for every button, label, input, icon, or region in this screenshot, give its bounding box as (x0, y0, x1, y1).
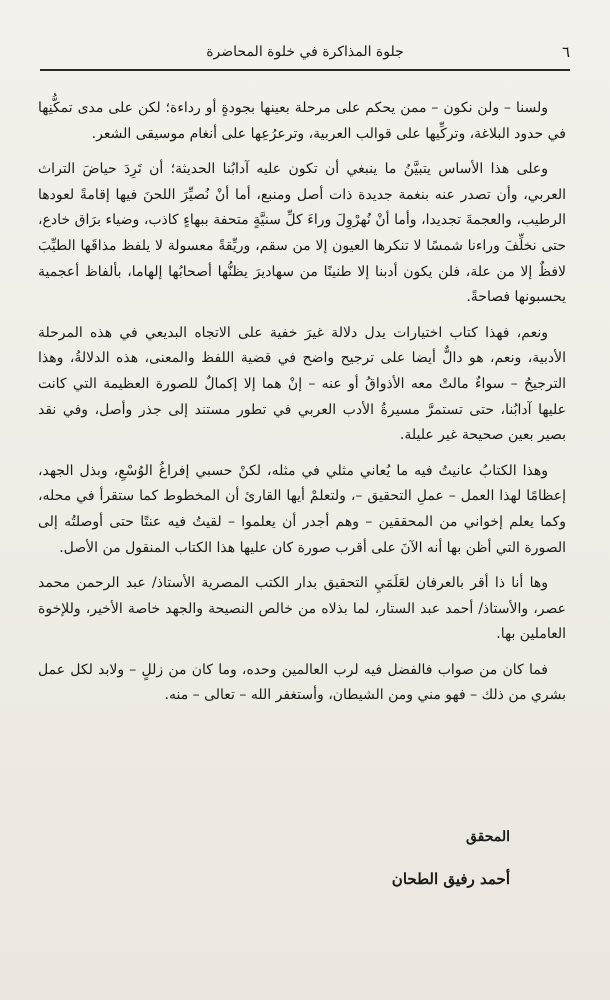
paragraph: وهذا الكتابُ عانيتُ فيه ما يُعاني مثلي في مثله، لكنْ حسبي إفراغُ الوُسْعِ، وبذل الجهد، إعظامًا لهذا العمل – عملِ التحقيق –، ولتعلمْ أيها القارئ أن المخطوط كما ستقرأ في محله، وكما يعلم إخواني من المحققين – وهم أجدر أن يعلموا – لقيتُ فيه عنتًا حتى أوصلتُه إلى الصورة التي أظن بها أنه الآنَ على أقرب صورة كان عليها هذا الكتاب المنقول من الأصل. (38, 462, 566, 556)
paragraph: فما كان من صواب فالفضل فيه لرب العالمين وحده، وما كان من زللٍ – ولابد لكل عمل بشري من ذلك – فهو مني ومن الشيطان، وأستغفر الله – تعالى – منه. (38, 661, 566, 704)
paragraph: ولسنا – ولن نكون – ممن يحكم على مرحلة بعينها بجودةٍ أو رداءة؛ لكن على مدى تمكُّنِها في حدود البلاغة، وتركِّيها على قوالب العربية، وترعرُعِها على أنغام موسيقى الشعر. (38, 100, 566, 142)
page-header (40, 42, 570, 64)
body-text (38, 96, 566, 719)
paragraph: وها أنا ذا أقر بالعرفان لعَلَمَيِ التحقيق بدار الكتب المصرية الأستاذ/ عبد الرحمن محمد عصر، والأستاذ/ أحمد عبد الستار، لما بذلاه من خالص النصيحة والجهد خاصة الأخير، وللإخوة العاملين بها. (38, 575, 566, 643)
paragraph: ونعم، فهذا كتاب اختيارات يدل دلالة غيرَ خفية على الاتجاه البديعي في هذه المرحلة الأدبية، ونعم، هو دالٌّ أيضا على ترجيح واضح في قضية اللفظ والمعنى، هذه الدلالةُ، وهذا الترجيحُ – سواءٌ مالتْ معه الأذواقُ أو عنه – إنْ هما إلا إكمالٌ للصورة العظيمة التي كانت عليها آدابُنا، حتى تستمرَّ مسيرةُ الأدب العربي في تطور مستند إلى جذر وأصل، وفي نقد بصير بعين صحيحة غير عليلة. (38, 324, 566, 444)
header-rule (40, 69, 570, 71)
signature-block (392, 824, 510, 892)
running-title: جلوة المذاكرة في خلوة المحاضرة (206, 44, 404, 60)
page-number: ٦ (561, 43, 570, 61)
paragraph: وعلى هذا الأساس يتبيَّنُ ما ينبغي أن تكون عليه آدابُنا الحديثة؛ أن تَرِدَ حياضَ التراث العربي، وأن تصدر عنه بنغمة جديدة ذات أصل ومنبع، أما أنْ نُصيِّرَ اللحنَ فيها إقامةً لعودها الرطيب، والعجمةَ تجديدا، وأما أنْ نُهرْوِلَ وراءَ كلِّ سنيَّةٍ متحفة ببهاءٍ كاذب، وضياء برَاق خادع، حتى نخلِّفَ وراءنا شمسًا لا تنكرها العيون إلا من سقم، وريِّقةً معسولة لا يلفظ مذاقَها الطيِّبَ لافظٌ إلا من علة، فلن يكون أدبنا إلا طنينًا من سهاديرَ يظنُّها أصحابُها إلهاما، بألفاظ أعجمية يحسبونها فصاحةً. (38, 161, 566, 306)
signature-name: أحمد رفيق الطحان (391, 870, 510, 888)
signature-role: المحقق (465, 829, 510, 845)
